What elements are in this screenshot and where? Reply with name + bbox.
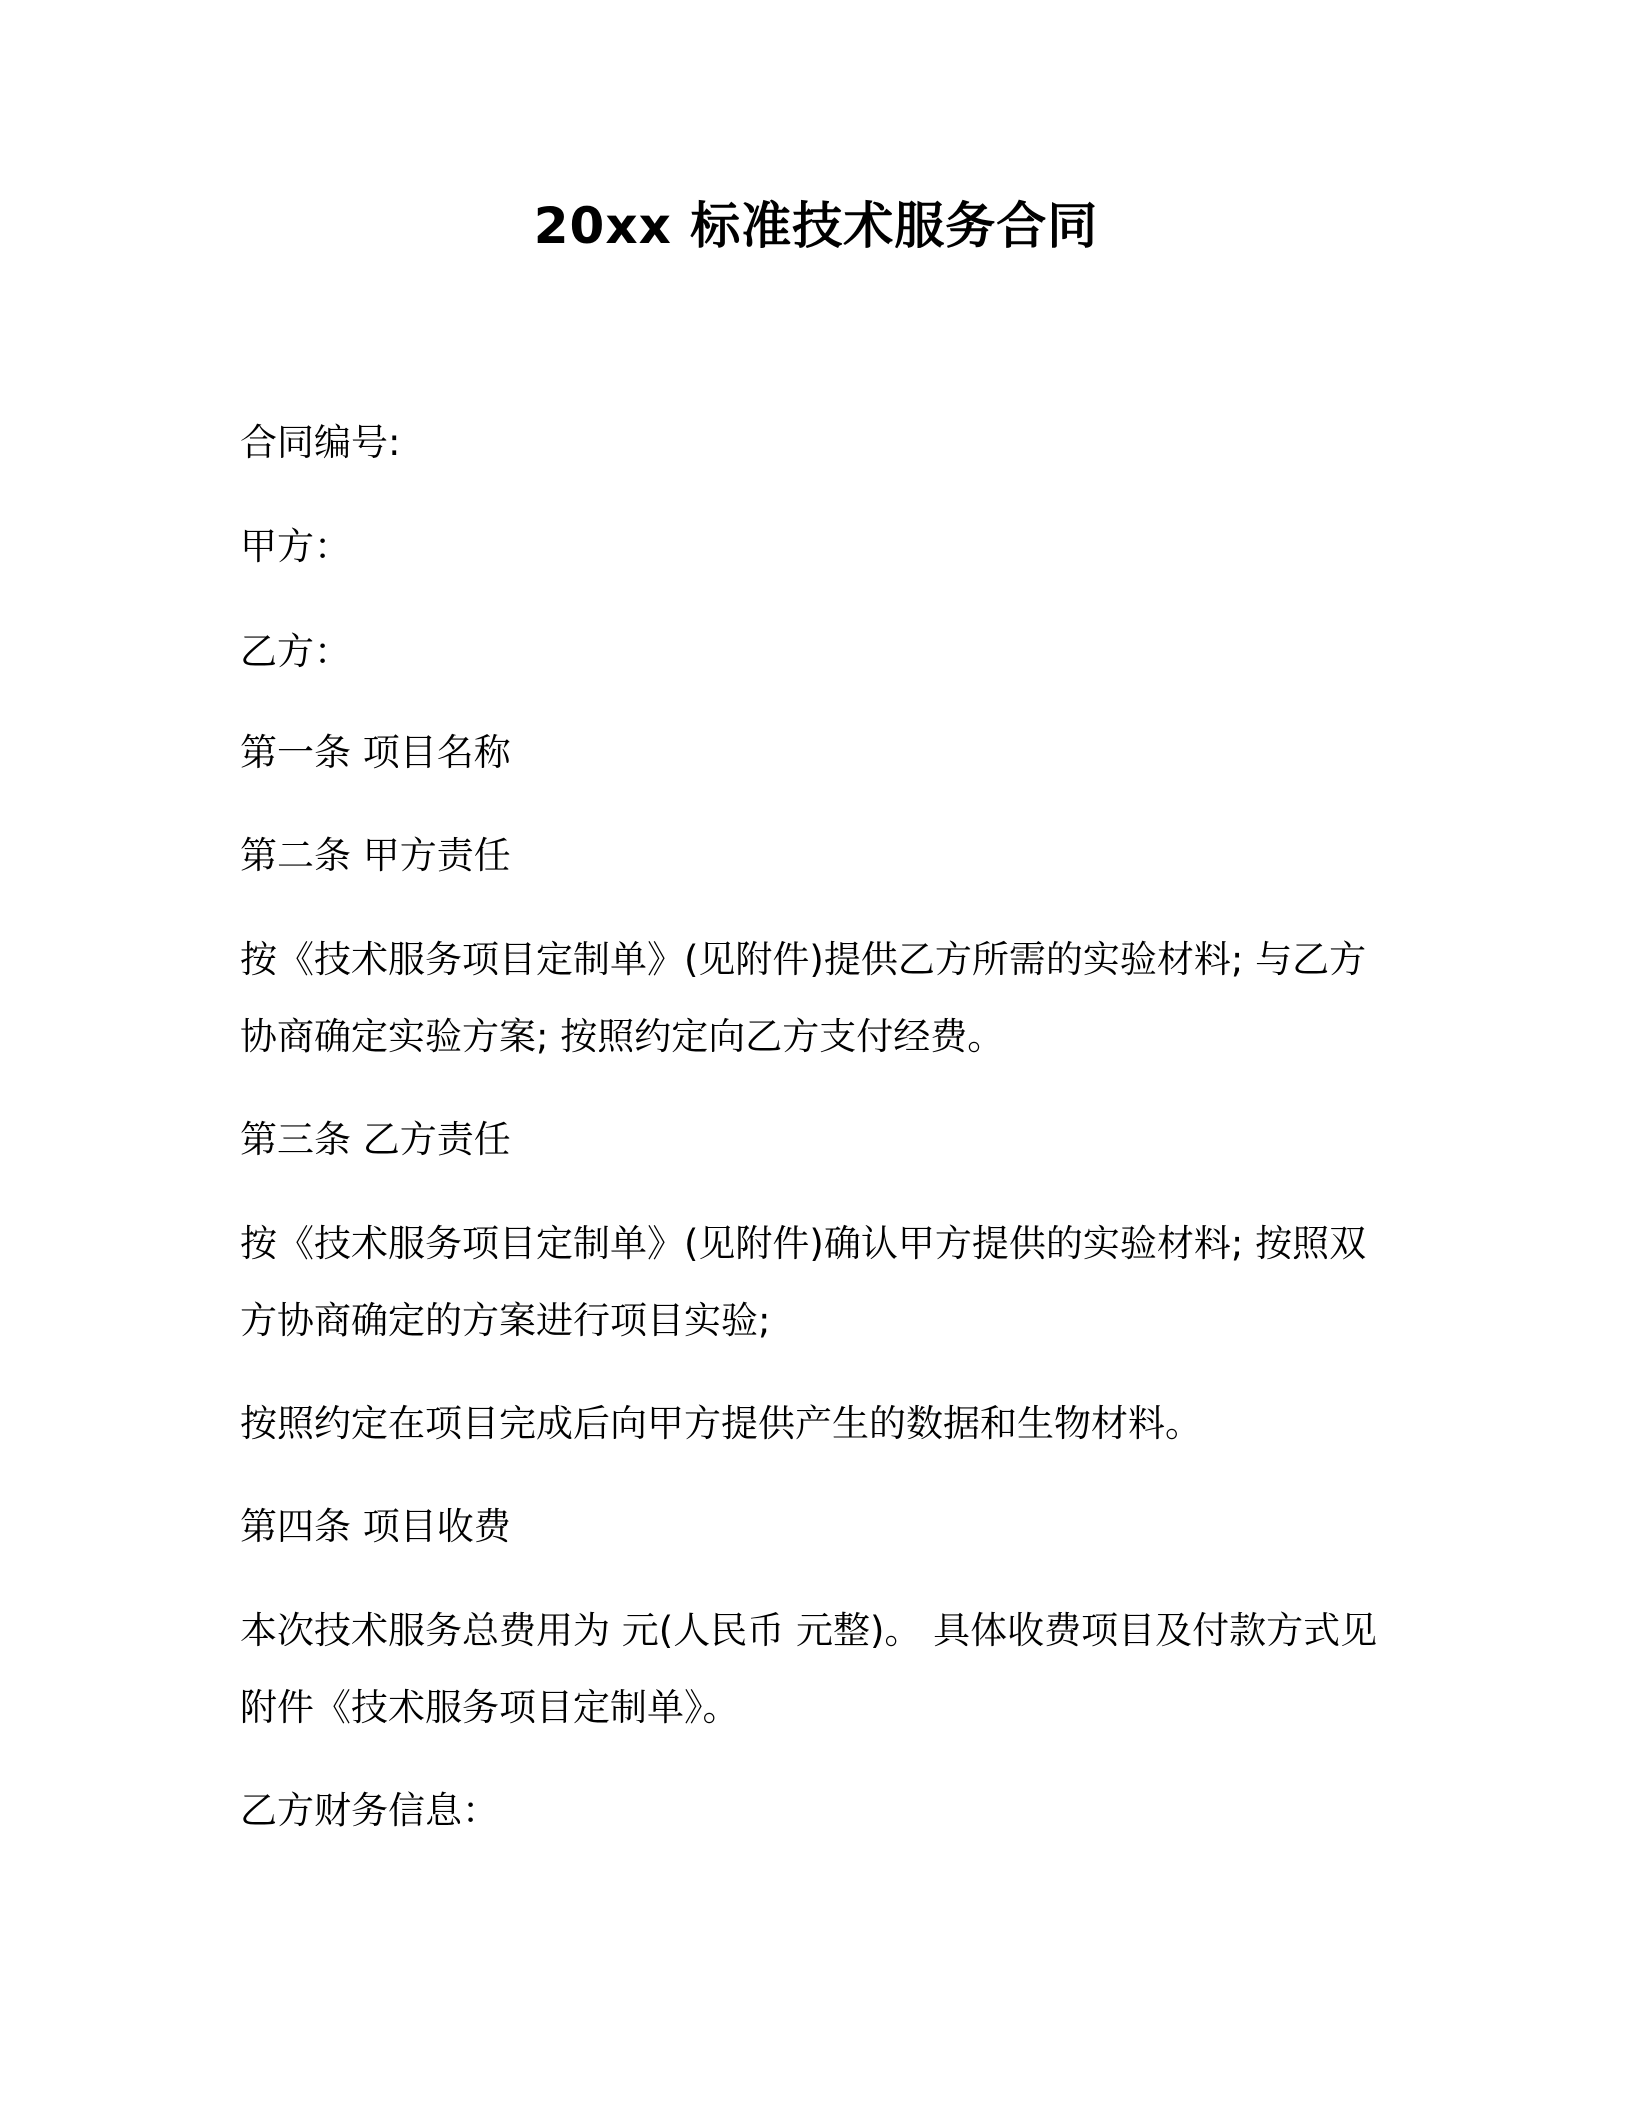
party-b-label: 乙方：	[240, 630, 351, 673]
contract-number-label: 合同编号:	[240, 421, 401, 464]
article-3-heading: 第三条 乙方责任	[240, 1118, 511, 1161]
article-2-heading: 第二条 甲方责任	[240, 834, 511, 877]
article-4-body-line-2: 附件《技术服务项目定制单》。	[240, 1686, 740, 1729]
article-2-body-line-1: 按《技术服务项目定制单》(见附件)提供乙方所需的实验材料; 与乙方	[240, 938, 1367, 981]
article-4-heading: 第四条 项目收费	[240, 1505, 511, 1548]
article-2-body-line-2: 协商确定实验方案; 按照约定向乙方支付经费。	[240, 1015, 1005, 1058]
article-3-body-line-1: 按《技术服务项目定制单》(见附件)确认甲方提供的实验材料; 按照双	[240, 1222, 1367, 1265]
document-title: 20xx 标准技术服务合同	[533, 197, 1099, 255]
party-a-label: 甲方：	[240, 525, 351, 568]
article-1-heading: 第一条 项目名称	[240, 731, 511, 774]
article-4-body-line-1: 本次技术服务总费用为 元(人民币 元整)。 具体收费项目及付款方式见	[240, 1609, 1378, 1652]
party-b-financial-info-label: 乙方财务信息：	[240, 1789, 499, 1832]
article-3-body-line-3: 按照约定在项目完成后向甲方提供产生的数据和生物材料。	[240, 1402, 1202, 1445]
article-3-body-line-2: 方协商确定的方案进行项目实验;	[240, 1299, 771, 1342]
